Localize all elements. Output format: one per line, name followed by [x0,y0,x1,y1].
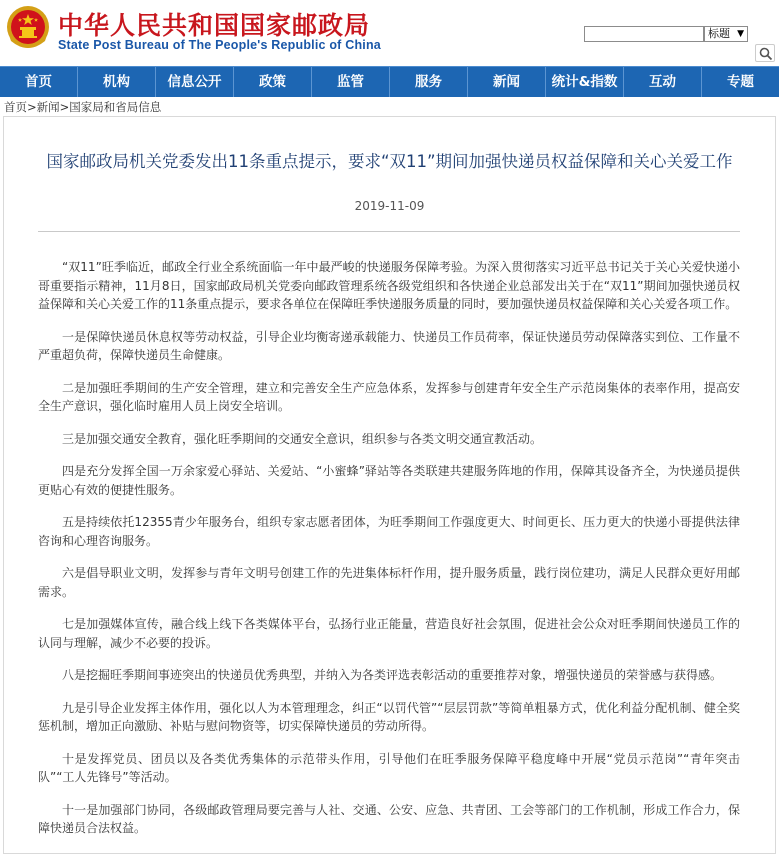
nav-item-policy[interactable]: 政策 [234,67,312,97]
nav-item-interaction[interactable]: 互动 [624,67,702,97]
breadcrumb-separator: > [59,100,70,114]
article-date: 2019-11-09 [354,199,425,213]
breadcrumb-bureau-info[interactable]: 国家局和省局信息 [69,100,162,114]
article-content [38,258,740,852]
nav-item-topics[interactable]: 专题 [727,74,754,90]
nav-item-news[interactable]: 新闻 [468,67,546,97]
site-title-cn: 中华人民共和国国家邮政局 [58,11,371,40]
nav-item-home[interactable]: 首页 [0,67,78,97]
nav-item-statistics[interactable]: 统计&指数 [546,67,624,97]
article-title: 国家邮政局机关党委发出11条重点提示，要求“双11”期间加强快递员权益保障和关心关爱工作 [46,152,733,171]
site-title-en: State Post Bureau of The People's Republic of China [58,38,381,52]
article-paragraph: 十一是加强部门协同，各级邮政管理局要完善与人社、交通、公安、应急、共青团、工会等部门的工作机制，形成工作合力，保障快递员合法权益。 [38,802,740,835]
nav-item-service[interactable]: 服务 [390,67,468,97]
article-paragraph: 九是引导企业发挥主体作用，强化以人为本管理理念，纠正“以罚代管”“层层罚款”等简单粗暴方式，优化利益分配机制、健全奖惩机制，增加正向激励、补贴与慰问物资等，切实保障快递员的劳动所得。 [38,700,740,733]
article-paragraph: 三是加强交通安全教育，强化旺季期间的交通安全意识，组织参与各类文明交通宣教活动。 [62,431,543,446]
article-paragraph: 六是倡导职业文明，发挥参与青年文明号创建工作的先进集体标杆作用，提升服务质量，践行岗位建功，满足人民群众更好用邮需求。 [38,566,740,599]
dropdown-arrow-icon: ▼ [737,29,744,39]
site-header [0,0,779,66]
search-type-select[interactable] [704,26,748,42]
breadcrumb-news[interactable]: 新闻 [36,100,60,114]
breadcrumb-separator: > [27,100,37,114]
nav-item-supervision[interactable]: 监管 [312,67,390,97]
article-paragraph: 七是加强媒体宣传，融合线上线下各类媒体平台，弘扬行业正能量，营造良好社会氛围，促进社会公众对旺季期间快递员工作的认同与理解，减少不必要的投诉。 [38,617,740,650]
search-button[interactable] [755,44,775,62]
article-paragraph: 四是充分发挥全国一万余家爱心驿站、关爱站、“小蜜蜂”驿站等各类联建共建服务阵地的作用，保障其设备齐全，为快递员提供更贴心有效的便捷性服务。 [38,464,740,497]
nav-item-info-disclosure[interactable]: 信息公开 [156,67,234,97]
article-paragraph: 十是发挥党员、团员以及各类优秀集体的示范带头作用，引导他们在旺季服务保障平稳度峰中开展“党员示范岗”“青年突击队”“工人先锋号”等活动。 [38,751,740,784]
main-nav [0,66,779,97]
breadcrumb-home[interactable]: 首页 [4,100,27,114]
article-paragraph: 一是保障快递员休息权等劳动权益，引导企业均衡寄递承载能力、快递员工作员荷率，保证快递员劳动保障落实到位、工作量不严重超负荷，保障快递员生命健康。 [38,329,740,362]
national-emblem-icon [5,5,51,51]
breadcrumb [4,99,161,115]
article-paragraph: “双11”旺季临近，邮政全行业全系统面临一年中最严峻的快递服务保障考验。为深入贯彻落实习近平总书记关于关心关爱快递小哥重要指示精神，11月8日，国家邮政局机关党委向邮政管理系统各级党组织和各快递企业总部发出关于在“双11”期间加强快递员权益保障和关心关爱工作的11条重点提示，要求各单位在保障旺季快递服务质量的同时，要加强快递员权益保障和关心关爱各项工作。 [38,260,740,311]
article-paragraph: 五是持续依托12355青少年服务台，组织专家志愿者团体，为旺季期间工作强度更大、时间更长、压力更大的快递小哥提供法律咨询和心理咨询服务。 [38,515,740,548]
search-type-value: 标题 [708,27,730,40]
search-input[interactable] [584,26,704,42]
article-paragraph: 八是挖掘旺季期间事迹突出的快递员优秀典型，并纳入为各类评选表彰活动的重要推荐对象，增强快递员的荣誉感与获得感。 [62,668,723,682]
article-paragraph: 二是加强旺季期间的生产安全管理，建立和完善安全生产应急体系，发挥参与创建青年安全生产示范岗集体的表率作用，提高安全生产意识，强化临时雇用人员上岗安全培训。 [38,380,740,413]
search-icon [759,47,773,61]
nav-item-organization[interactable]: 机构 [78,67,156,97]
title-divider [38,231,740,232]
